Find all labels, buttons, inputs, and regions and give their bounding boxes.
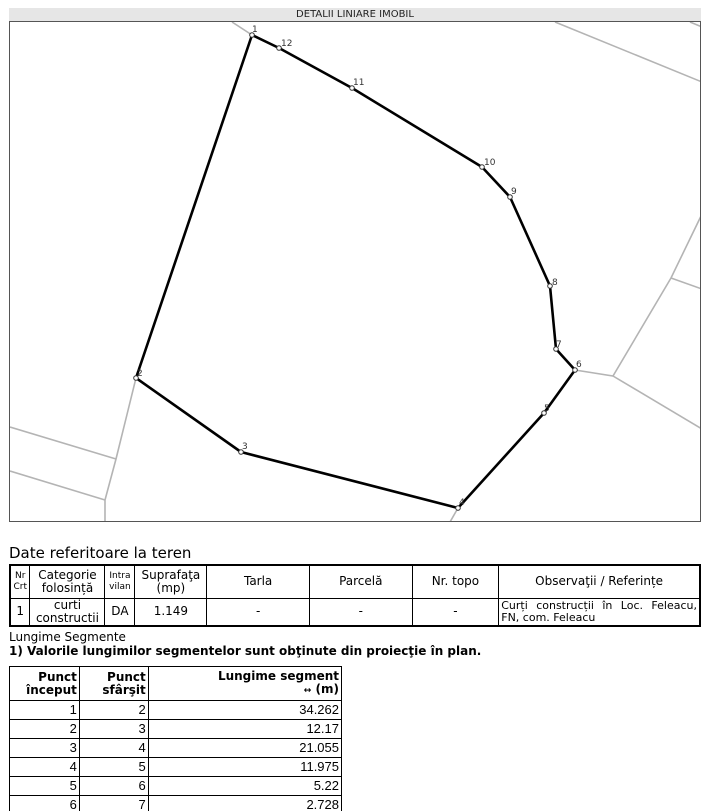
cell-start: 5 xyxy=(10,777,80,796)
vertex-markers xyxy=(134,33,578,511)
segments-header-row xyxy=(10,667,342,701)
horizontal-arrow-icon: ↔ xyxy=(303,685,312,696)
cell-start: 6 xyxy=(10,796,80,811)
cell-start: 3 xyxy=(10,739,80,758)
unit-label: (m) xyxy=(315,681,339,696)
vertex-label: 1 xyxy=(252,25,258,35)
table-row xyxy=(10,777,342,796)
vertex-label: 4 xyxy=(459,498,465,508)
col-header-categorie: Categorie folosință xyxy=(30,565,105,598)
cell-length: 2.728 xyxy=(148,796,341,811)
cell-nr: 1 xyxy=(10,598,30,626)
col-header-observatii: Observaţii / Referințe xyxy=(499,565,700,598)
cell-end: 7 xyxy=(79,796,148,811)
teren-section-title: Date referitoare la teren xyxy=(9,544,192,562)
vertex-label: 10 xyxy=(484,158,496,168)
cell-start: 1 xyxy=(10,701,80,720)
vertex-label: 8 xyxy=(552,278,558,288)
cell-end: 2 xyxy=(79,701,148,720)
length-label: Lungime segment xyxy=(217,668,339,683)
table-row xyxy=(10,720,342,739)
vertex-label: 3 xyxy=(242,442,248,452)
vertex-label: 7 xyxy=(556,340,562,350)
col-header-start: Punct început xyxy=(10,667,80,701)
teren-table xyxy=(9,564,701,627)
segments-table xyxy=(9,666,342,811)
cell-end: 4 xyxy=(79,739,148,758)
cell-tarla: - xyxy=(207,598,310,626)
col-header-tarla: Tarla xyxy=(207,565,310,598)
cell-length: 21.055 xyxy=(148,739,341,758)
parcel-map-drawing xyxy=(10,22,701,522)
cell-length: 11.975 xyxy=(148,758,341,777)
col-header-intravilan: Intra vilan xyxy=(105,565,135,598)
cell-intravilan: DA xyxy=(105,598,135,626)
neighbor-parcel-lines xyxy=(10,22,701,522)
segments-note: 1) Valorile lungimilor segmentelor sunt obţinute din proiecţie în plan. xyxy=(9,644,482,658)
col-header-end: Punct sfârşit xyxy=(79,667,148,701)
vertex-label: 11 xyxy=(353,78,365,88)
cell-start: 4 xyxy=(10,758,80,777)
vertex-label: 2 xyxy=(137,369,143,379)
cell-length: 12.17 xyxy=(148,720,341,739)
table-row xyxy=(10,739,342,758)
cell-length: 34.262 xyxy=(148,701,341,720)
vertex-label: 12 xyxy=(281,39,293,49)
cell-observatii: Curți construcții în Loc. Feleacu, FN, com. Feleacu xyxy=(499,598,700,626)
table-row xyxy=(10,701,342,720)
parcel-map xyxy=(9,22,701,522)
table-row xyxy=(10,598,700,626)
vertex-label: 9 xyxy=(511,187,517,197)
col-header-nr-crt: Nr Crt xyxy=(10,565,30,598)
col-header-suprafata: Suprafaţa (mp) xyxy=(135,565,207,598)
table-row xyxy=(10,758,342,777)
cell-parcela: - xyxy=(309,598,412,626)
cell-end: 5 xyxy=(79,758,148,777)
cell-nr-topo: - xyxy=(412,598,499,626)
vertex-label: 5 xyxy=(544,404,550,414)
teren-header-row xyxy=(10,565,700,598)
segments-title: Lungime Segmente xyxy=(9,630,126,644)
parcel-boundary xyxy=(136,35,575,508)
cell-end: 6 xyxy=(79,777,148,796)
cell-length: 5.22 xyxy=(148,777,341,796)
table-row xyxy=(10,796,342,811)
cell-suprafata: 1.149 xyxy=(135,598,207,626)
cell-start: 2 xyxy=(10,720,80,739)
vertex-labels xyxy=(137,25,582,508)
col-header-length xyxy=(148,667,341,701)
cell-categorie: curti constructii xyxy=(30,598,105,626)
col-header-nr-topo: Nr. topo xyxy=(412,565,499,598)
vertex-label: 6 xyxy=(576,360,582,370)
map-header: DETALII LINIARE IMOBIL xyxy=(9,8,701,22)
col-header-parcela: Parcelă xyxy=(309,565,412,598)
cell-end: 3 xyxy=(79,720,148,739)
